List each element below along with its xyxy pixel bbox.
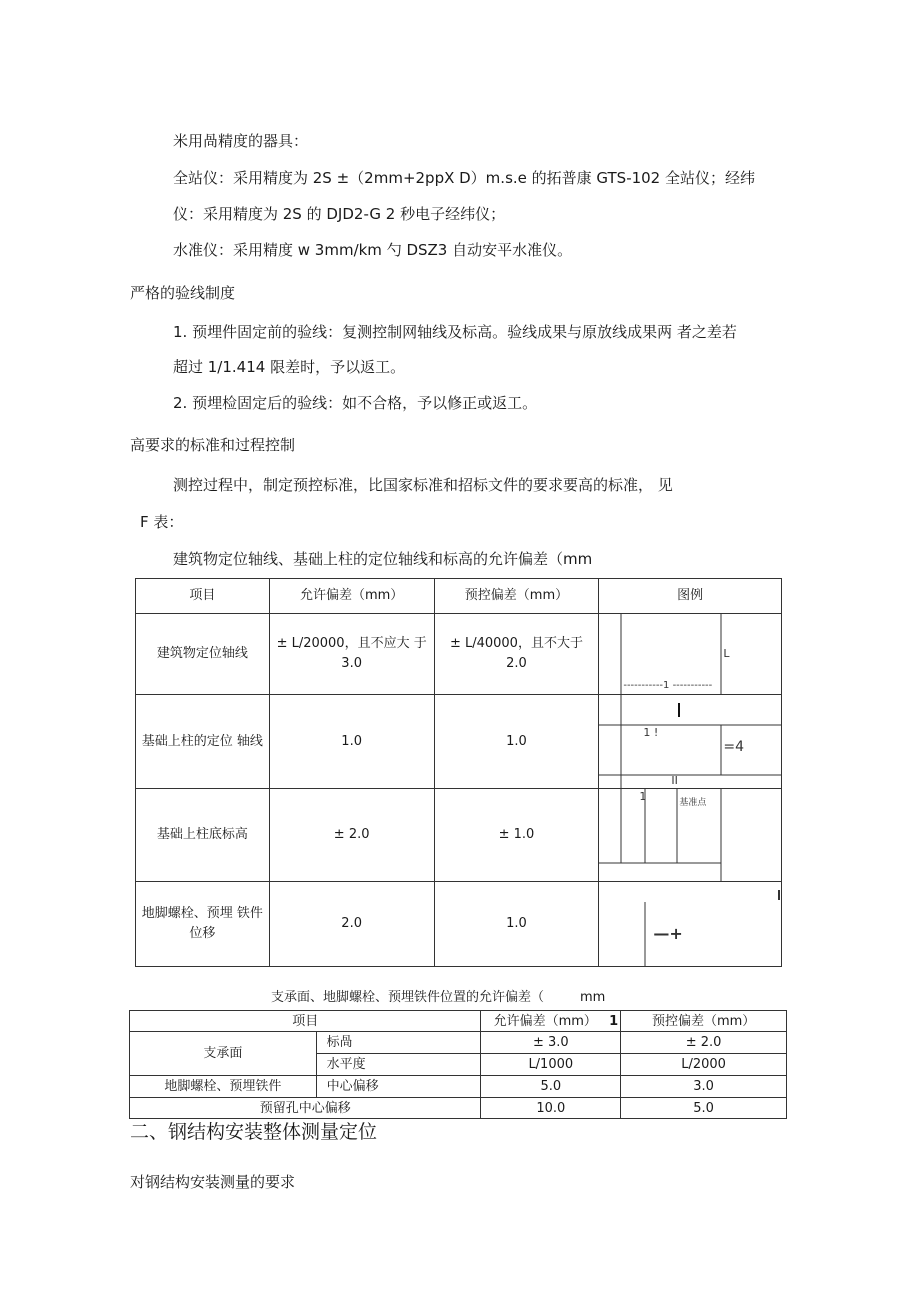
t1-r1-item: 建筑物定位轴线: [136, 614, 270, 695]
para-1: 米用咼精度的器具：: [173, 132, 309, 150]
fig-r1-label: L: [723, 647, 730, 660]
t2-r1-allow: ± 3.0: [481, 1032, 621, 1054]
t1-header-figure: 图例: [599, 579, 782, 614]
t2-header-allow: 允许偏差（mm） 1: [481, 1011, 621, 1032]
table2-caption-unit: mm: [580, 990, 606, 1005]
t1-r1-figure: [599, 614, 782, 695]
t2-r3-allow: 5.0: [481, 1076, 621, 1098]
fig-r2-a: 1 !: [643, 726, 659, 739]
fig-r1-dash: -----------1 -----------: [623, 680, 713, 691]
t2-r3-item: 地脚螺栓、预埋铁件: [130, 1076, 317, 1098]
t1-r1-control: ± L/40000，且不大于 2.0: [434, 614, 599, 695]
para-3: 仪：采用精度为 2S 的 DJD2-G 2 秒电子经纬仪；: [173, 205, 506, 223]
para-7: 2. 预埋检固定后的验线：如不合格，予以修正或返工。: [173, 394, 538, 412]
t1-r2-allow: 1.0: [269, 695, 434, 789]
t2-r4-item: 预留孔中心偏移: [130, 1098, 481, 1119]
t1-r4-allow: 2.0: [269, 882, 434, 967]
fig-r3-a: 1: [639, 790, 647, 803]
t1-header-item: 项目: [136, 579, 270, 614]
t2-r4-allow: 10.0: [481, 1098, 621, 1119]
t1-r2-item: 基础上柱的定位 轴线: [136, 695, 270, 789]
tolerance-table-2: [129, 1010, 787, 1119]
table2-caption: [271, 988, 605, 1008]
t1-r3-figure: [599, 789, 782, 882]
t1-r3-control: ± 1.0: [434, 789, 599, 882]
t2-r2-sub: 水平度: [316, 1054, 481, 1076]
table2-caption-text: 支承面、地脚螺栓、预埋铁件位置的允许偏差（: [271, 990, 545, 1005]
para-9: F 表：: [140, 513, 184, 531]
heading-standard: 高要求的标准和过程控制: [130, 436, 296, 454]
fig-r3-b: 基准点: [679, 798, 707, 808]
bolt-diagram: [599, 882, 781, 966]
t2-r1-sub: 标咼: [316, 1032, 481, 1054]
t2-header-mark: 1: [609, 1013, 619, 1029]
fig-r2-b: =4: [723, 739, 744, 755]
para-5: 1. 预埋件固定前的验线：复测控制网轴线及标高。验线成果与原放线成果两 者之差若: [173, 323, 737, 341]
t2-header-item: 项目: [130, 1011, 481, 1032]
fig-r2-c: II: [671, 774, 678, 787]
para-6: 超过 1/1.414 限差时，予以返工。: [173, 358, 406, 376]
para-4: 水准仪：采用精度 w 3mm/km 勺 DSZ3 自动安平水准仪。: [173, 241, 573, 259]
t2-group-support: 支承面: [130, 1032, 317, 1076]
t1-header-control: 预控偏差（mm）: [434, 579, 599, 614]
t1-r2-control: 1.0: [434, 695, 599, 789]
column-axis-diagram: [599, 695, 781, 788]
t2-r2-control: L/2000: [621, 1054, 787, 1076]
t1-r3-allow: ± 2.0: [269, 789, 434, 882]
para-8: 测控过程中，制定预控标准，比国家标准和招标文件的要求要高的标准， 见: [173, 476, 673, 494]
t1-r4-control: 1.0: [434, 882, 599, 967]
t2-r3-sub: 中心偏移: [316, 1076, 481, 1098]
table1-caption: 建筑物定位轴线、基础上柱的定位轴线和标高的允许偏差（mm: [173, 550, 593, 568]
tolerance-table-1: [135, 578, 782, 967]
para-2: 全站仪：采用精度为 2S ±（2mm+2ppX D）m.s.e 的拓普康 GTS-102 全站仪；经纬: [173, 169, 755, 187]
t2-r4-control: 5.0: [621, 1098, 787, 1119]
t1-r2-figure: [599, 695, 782, 789]
t1-r4-item: 地脚螺栓、预埋 铁件位移: [136, 882, 270, 967]
t1-r1-allow: ± L/20000，且不应大 于 3.0: [269, 614, 434, 695]
t2-r3-control: 3.0: [621, 1076, 787, 1098]
t1-r4-figure: [599, 882, 782, 967]
t2-header-control: 预控偏差（mm）: [621, 1011, 787, 1032]
heading-verify: 严格的验线制度: [130, 284, 236, 302]
section-title: 二、钢结构安装整体测量定位: [130, 1121, 378, 1143]
fig-r4-a: —+: [653, 924, 683, 943]
t2-r1-control: ± 2.0: [621, 1032, 787, 1054]
section-subtitle: 对钢结构安装测量的要求: [130, 1173, 296, 1191]
t2-r2-allow: L/1000: [481, 1054, 621, 1076]
t1-header-allow: 允许偏差（mm）: [269, 579, 434, 614]
t1-r3-item: 基础上柱底标高: [136, 789, 270, 882]
